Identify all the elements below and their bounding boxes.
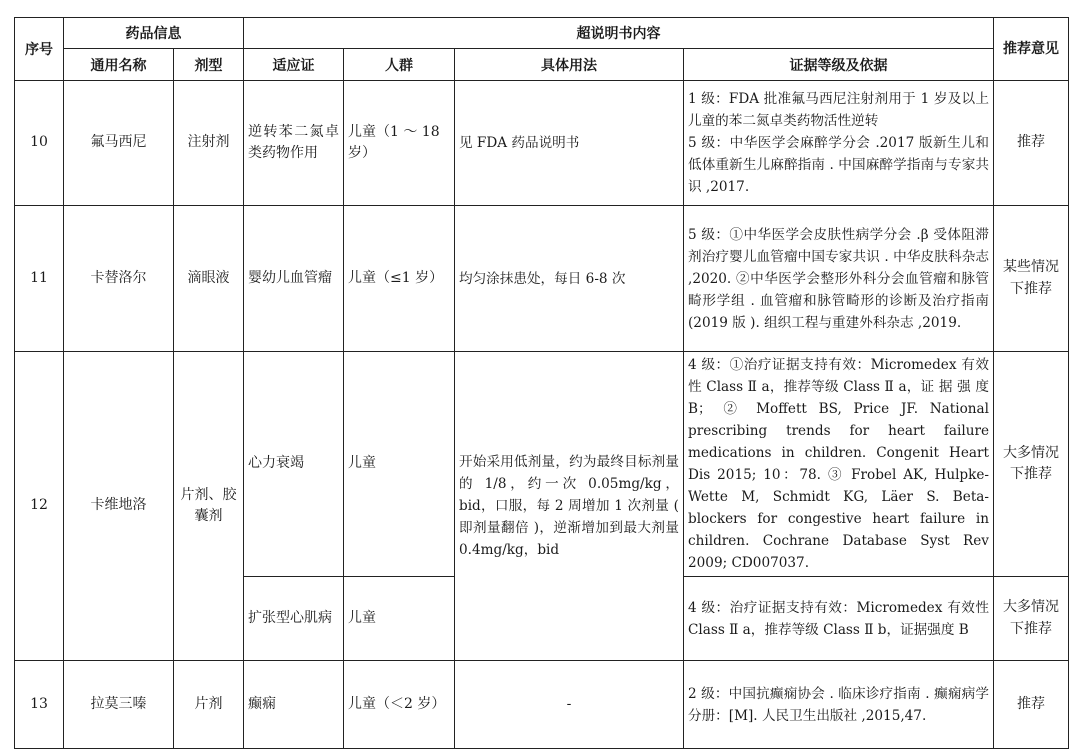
table-row <box>15 206 1069 352</box>
table-row <box>15 661 1069 749</box>
row-indication: 逆转苯二氮卓类药物作用 <box>244 81 344 206</box>
row-dosage-form: 片剂、胶囊剂 <box>174 352 244 661</box>
row-population: 儿童 <box>344 352 455 577</box>
header-drug-info: 药品信息 <box>64 18 244 49</box>
row-recommendation: 大多情况下推荐 <box>994 352 1069 577</box>
row-recommendation: 推荐 <box>994 81 1069 206</box>
row-usage: 开始采用低剂量，约为最终目标剂量的 1/8，约一次 0.05mg/kg，bid，口服，每 2 周增加 1 次剂量 ( 即剂量翻倍 )，逆渐增加到最大剂量 0.4mg/kg，bid <box>455 352 684 661</box>
row-generic-name: 卡维地洛 <box>64 352 174 661</box>
off-label-drug-table <box>14 17 1069 749</box>
row-evidence: 2 级：中国抗癫痫协会 . 临床诊疗指南 . 癫痫病学分册：[M]. 人民卫生出版社 ,2015,47. <box>684 661 994 749</box>
header-indication: 适应证 <box>244 49 344 81</box>
header-usage: 具体用法 <box>455 49 684 81</box>
row-indication: 扩张型心肌病 <box>244 577 344 661</box>
row-usage: 均匀涂抹患处，每日 6-8 次 <box>455 206 684 352</box>
row-evidence: 1 级：FDA 批准氟马西尼注射剂用于 1 岁及以上儿童的苯二氮卓类药物活性逆转 5 级：中华医学会麻醉学分会 .2017 版新生儿和低体重新生儿麻醉指南 . 中国麻醉学指南与专家共识 ,2017. <box>684 81 994 206</box>
row-dosage-form: 滴眼液 <box>174 206 244 352</box>
header-recommendation: 推荐意见 <box>994 18 1069 81</box>
row-evidence: 4 级：治疗证据支持有效：Micromedex 有效性 Class Ⅱ a，推荐等级 Class Ⅱ b，证据强度 B <box>684 577 994 661</box>
row-seq: 10 <box>15 81 64 206</box>
row-seq: 11 <box>15 206 64 352</box>
header-population: 人群 <box>344 49 455 81</box>
row-recommendation: 某些情况下推荐 <box>994 206 1069 352</box>
row-indication: 婴幼儿血管瘤 <box>244 206 344 352</box>
row-population: 儿童（＜2 岁） <box>344 661 455 749</box>
row-generic-name: 拉莫三嗪 <box>64 661 174 749</box>
row-population: 儿童 <box>344 577 455 661</box>
row-population: 儿童（≤1 岁） <box>344 206 455 352</box>
row-usage: 见 FDA 药品说明书 <box>455 81 684 206</box>
header-offlabel-content: 超说明书内容 <box>244 18 994 49</box>
row-seq: 12 <box>15 352 64 661</box>
row-evidence: 5 级：①中华医学会皮肤性病学分会 .β 受体阻滞剂治疗婴儿血管瘤中国专家共识 . 中华皮肤科杂志 ,2020. ②中华医学会整形外科分会血管瘤和脉管畸形学组 . 血管瘤和脉管畸形的诊断及治疗指南 (2019 版 ). 组织工程与重建外科杂志 ,2019. <box>684 206 994 352</box>
header-seq: 序号 <box>15 18 64 81</box>
header-generic-name: 通用名称 <box>64 49 174 81</box>
table-row <box>15 352 1069 577</box>
header-evidence: 证据等级及依据 <box>684 49 994 81</box>
row-generic-name: 氟马西尼 <box>64 81 174 206</box>
row-indication: 癫痫 <box>244 661 344 749</box>
row-seq: 13 <box>15 661 64 749</box>
table-row <box>15 81 1069 206</box>
header-dosage-form: 剂型 <box>174 49 244 81</box>
row-population: 儿童（1 ～ 18 岁） <box>344 81 455 206</box>
row-dosage-form: 注射剂 <box>174 81 244 206</box>
row-usage: - <box>455 661 684 749</box>
row-evidence: 4 级：①治疗证据支持有效：Micromedex 有效性 Class Ⅱ a，推荐等级 Class Ⅱ a，证 据 强 度 B； ② Moffett BS, Price JF. National prescribing trends for heart failure medications in children. Congenit Heart Dis 2015; 10：78. ③ Frobel AK, Hulpke-Wette M, Schmidt KG, Läer S. Beta-blockers for congestive heart failure in children. Cochrane Database Syst Rev 2009; CD007037. <box>684 352 994 577</box>
row-recommendation: 大多情况下推荐 <box>994 577 1069 661</box>
row-indication: 心力衰竭 <box>244 352 344 577</box>
row-generic-name: 卡替洛尔 <box>64 206 174 352</box>
row-dosage-form: 片剂 <box>174 661 244 749</box>
row-recommendation: 推荐 <box>994 661 1069 749</box>
